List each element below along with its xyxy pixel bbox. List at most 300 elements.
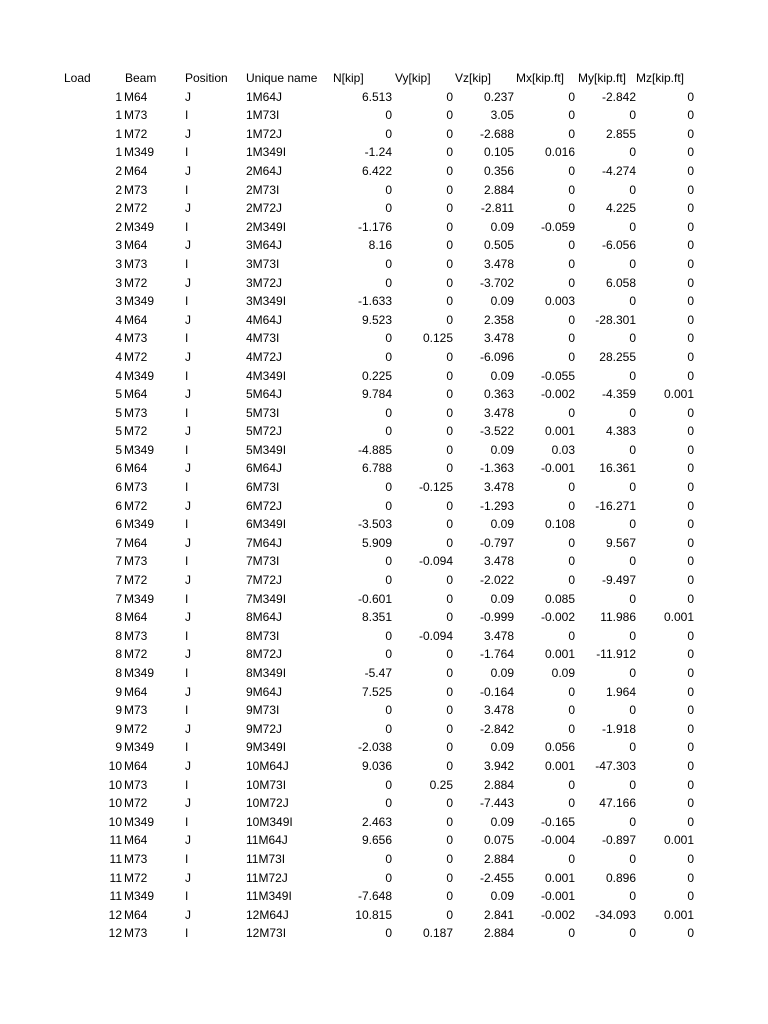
vz-value-cell: 2.884 (483, 926, 514, 941)
mx-value-cell: 0.085 (544, 591, 575, 606)
load-number-cell: 1 (115, 108, 122, 123)
position-cell: I (185, 554, 189, 569)
my-value-cell: 0 (629, 331, 636, 346)
beam-member-cell: M72 (124, 424, 148, 439)
vz-value-cell: -7.443 (479, 796, 514, 811)
load-number-cell: 6 (115, 480, 122, 495)
vz-value-cell: 0.09 (490, 517, 514, 532)
unique-name-cell: 12M73I (246, 926, 287, 941)
n-value-cell: 0 (385, 647, 392, 662)
mz-value-cell: 0 (687, 182, 694, 197)
position-cell: I (185, 889, 189, 904)
position-cell: J (185, 758, 191, 773)
beam-member-cell: M64 (124, 758, 148, 773)
n-value-cell: 0 (385, 331, 392, 346)
vz-value-cell: 0.363 (483, 387, 514, 402)
n-value-cell: 0 (385, 796, 392, 811)
vy-value-cell: 0 (446, 796, 453, 811)
vz-value-cell: -3.522 (479, 424, 514, 439)
vy-value-cell: 0 (446, 108, 453, 123)
my-value-cell: 1.964 (605, 684, 636, 699)
table-row (0, 125, 768, 144)
mz-value-cell: 0 (687, 368, 694, 383)
position-cell: J (185, 126, 191, 141)
mx-value-cell: -0.004 (540, 833, 575, 848)
unique-name-cell: 9M349I (246, 740, 287, 755)
n-value-cell: 0 (385, 498, 392, 513)
vy-value-cell: 0 (446, 368, 453, 383)
mx-value-cell: 0.001 (544, 870, 575, 885)
table-row (0, 906, 768, 925)
unique-name-cell: 8M64J (246, 610, 283, 625)
my-value-cell: 9.567 (605, 535, 636, 550)
load-number-cell: 4 (115, 368, 122, 383)
table-row (0, 255, 768, 274)
table-row (0, 106, 768, 125)
n-value-cell: 6.422 (361, 163, 392, 178)
vy-value-cell: 0 (446, 442, 453, 457)
unique-name-cell: 10M72J (246, 796, 289, 811)
beam-member-cell: M349 (124, 814, 155, 829)
mz-value-cell: 0 (687, 926, 694, 941)
mx-value-cell: 0 (568, 238, 575, 253)
table-row (0, 515, 768, 534)
vy-value-cell: 0 (446, 740, 453, 755)
my-value-cell: 0 (629, 182, 636, 197)
mz-value-cell: 0 (687, 312, 694, 327)
mz-value-cell: 0 (687, 331, 694, 346)
beam-member-cell: M72 (124, 647, 148, 662)
vz-value-cell: 3.478 (483, 628, 514, 643)
mx-value-cell: 0 (568, 405, 575, 420)
my-value-cell: 28.255 (599, 349, 636, 364)
vz-value-cell: 0.075 (483, 833, 514, 848)
table-row (0, 571, 768, 590)
unique-name-cell: 3M64J (246, 238, 283, 253)
load-number-cell: 8 (115, 647, 122, 662)
my-value-cell: -9.497 (601, 573, 636, 588)
n-value-cell: 8.351 (361, 610, 392, 625)
mz-value-cell: 0 (687, 814, 694, 829)
table-row (0, 683, 768, 702)
beam-member-cell: M64 (124, 833, 148, 848)
my-value-cell: 0 (629, 889, 636, 904)
n-value-cell: 0 (385, 573, 392, 588)
n-value-cell: -3.503 (357, 517, 392, 532)
unique-name-cell: 6M73I (246, 480, 280, 495)
table-row (0, 274, 768, 293)
vz-value-cell: -1.764 (479, 647, 514, 662)
my-value-cell: -0.897 (601, 833, 636, 848)
my-value-cell: 4.383 (605, 424, 636, 439)
table-row (0, 143, 768, 162)
n-value-cell: 0 (385, 405, 392, 420)
table-row (0, 459, 768, 478)
mx-value-cell: 0 (568, 201, 575, 216)
position-cell: I (185, 331, 189, 346)
mz-value-cell: 0 (687, 461, 694, 476)
vy-value-cell: 0 (446, 89, 453, 104)
table-row (0, 534, 768, 553)
vz-value-cell: -2.022 (479, 573, 514, 588)
n-value-cell: 8.16 (368, 238, 392, 253)
mz-value-cell: 0.001 (663, 387, 694, 402)
position-cell: J (185, 498, 191, 513)
unique-name-cell: 1M73I (246, 108, 280, 123)
vy-value-cell: 0.187 (422, 926, 453, 941)
unique-name-cell: 5M349I (246, 442, 287, 457)
load-number-cell: 10 (108, 758, 122, 773)
mz-value-cell: 0 (687, 628, 694, 643)
vy-value-cell: 0 (446, 870, 453, 885)
vy-value-cell: 0 (446, 256, 453, 271)
beam-member-cell: M349 (124, 219, 155, 234)
beam-member-cell: M64 (124, 535, 148, 550)
mx-value-cell: -0.002 (540, 610, 575, 625)
n-value-cell: 0 (385, 851, 392, 866)
position-cell: I (185, 703, 189, 718)
beam-member-cell: M72 (124, 498, 148, 513)
mz-value-cell: 0 (687, 126, 694, 141)
position-cell: J (185, 833, 191, 848)
mz-value-cell: 0 (687, 870, 694, 885)
load-number-cell: 2 (115, 219, 122, 234)
mx-value-cell: -0.055 (540, 368, 575, 383)
my-value-cell: 0 (629, 740, 636, 755)
mx-value-cell: 0 (568, 275, 575, 290)
position-cell: I (185, 108, 189, 123)
mx-value-cell: 0 (568, 349, 575, 364)
mz-value-cell: 0 (687, 498, 694, 513)
load-number-cell: 1 (115, 89, 122, 104)
table-row (0, 199, 768, 218)
position-cell: I (185, 182, 189, 197)
vy-value-cell: 0 (446, 591, 453, 606)
mx-value-cell: 0.001 (544, 424, 575, 439)
position-cell: J (185, 275, 191, 290)
position-cell: I (185, 442, 189, 457)
vz-value-cell: -6.096 (479, 349, 514, 364)
n-value-cell: 0 (385, 870, 392, 885)
mz-value-cell: 0 (687, 777, 694, 792)
mz-value-cell: 0 (687, 796, 694, 811)
load-number-cell: 2 (115, 163, 122, 178)
beam-member-cell: M73 (124, 405, 148, 420)
unique-name-cell: 2M64J (246, 163, 283, 178)
my-value-cell: 0 (629, 405, 636, 420)
mx-value-cell: 0.001 (544, 758, 575, 773)
vz-value-cell: 0.09 (490, 219, 514, 234)
vy-value-cell: 0 (446, 275, 453, 290)
table-row (0, 162, 768, 181)
beam-member-cell: M73 (124, 480, 148, 495)
beam-member-cell: M64 (124, 238, 148, 253)
vy-value-cell: 0 (446, 721, 453, 736)
vy-value-cell: -0.094 (418, 628, 453, 643)
my-value-cell: 11.986 (600, 610, 636, 625)
load-number-cell: 12 (108, 926, 122, 941)
my-value-cell: -1.918 (601, 721, 636, 736)
vy-value-cell: 0 (446, 201, 453, 216)
unique-name-cell: 2M73I (246, 182, 280, 197)
n-value-cell: 9.523 (361, 312, 392, 327)
load-number-cell: 10 (108, 814, 122, 829)
unique-name-cell: 8M73I (246, 628, 280, 643)
mz-value-cell: 0 (687, 480, 694, 495)
vz-value-cell: 2.884 (483, 182, 514, 197)
mx-value-cell: -0.002 (540, 907, 575, 922)
beam-member-cell: M64 (124, 89, 148, 104)
load-number-cell: 5 (115, 387, 122, 402)
n-value-cell: 5.909 (361, 535, 392, 550)
table-row (0, 757, 768, 776)
mz-value-cell: 0 (687, 721, 694, 736)
table-row (0, 348, 768, 367)
mz-value-cell: 0 (687, 405, 694, 420)
header-unique-name: Unique name (246, 71, 318, 85)
vy-value-cell: 0.125 (422, 331, 453, 346)
mz-value-cell: 0 (687, 647, 694, 662)
table-row (0, 776, 768, 795)
mx-value-cell: -0.001 (540, 461, 575, 476)
n-value-cell: -4.885 (357, 442, 392, 457)
beam-member-cell: M72 (124, 870, 148, 885)
load-number-cell: 6 (115, 461, 122, 476)
load-number-cell: 10 (108, 777, 122, 792)
load-number-cell: 3 (115, 238, 122, 253)
unique-name-cell: 11M72J (246, 870, 288, 885)
vz-value-cell: 2.841 (483, 907, 514, 922)
my-value-cell: 0 (629, 145, 636, 160)
mx-value-cell: 0 (568, 628, 575, 643)
vz-value-cell: 0.09 (490, 591, 514, 606)
vy-value-cell: 0 (446, 163, 453, 178)
mz-value-cell: 0 (687, 108, 694, 123)
my-value-cell: -47.303 (595, 758, 636, 773)
mx-value-cell: 0.03 (551, 442, 575, 457)
mz-value-cell: 0 (687, 349, 694, 364)
table-row (0, 887, 768, 906)
unique-name-cell: 10M73I (246, 777, 287, 792)
table-row (0, 404, 768, 423)
my-value-cell: 0 (629, 368, 636, 383)
beam-member-cell: M64 (124, 907, 148, 922)
unique-name-cell: 5M73I (246, 405, 280, 420)
position-cell: J (185, 424, 191, 439)
table-row (0, 552, 768, 571)
table-row (0, 720, 768, 739)
mx-value-cell: 0 (568, 331, 575, 346)
vy-value-cell: 0 (446, 238, 453, 253)
vy-value-cell: 0.25 (429, 777, 453, 792)
table-row (0, 236, 768, 255)
my-value-cell: 0 (629, 703, 636, 718)
position-cell: I (185, 517, 189, 532)
my-value-cell: 0 (629, 294, 636, 309)
n-value-cell: -2.038 (357, 740, 392, 755)
beam-member-cell: M73 (124, 851, 148, 866)
position-cell: J (185, 387, 191, 402)
beam-member-cell: M64 (124, 163, 148, 178)
mx-value-cell: 0.056 (544, 740, 575, 755)
load-number-cell: 2 (115, 201, 122, 216)
unique-name-cell: 5M72J (246, 424, 283, 439)
vz-value-cell: 2.358 (483, 312, 514, 327)
my-value-cell: 0 (629, 591, 636, 606)
mz-value-cell: 0 (687, 851, 694, 866)
position-cell: J (185, 163, 191, 178)
vz-value-cell: 2.884 (483, 777, 514, 792)
vy-value-cell: 0 (446, 814, 453, 829)
table-row (0, 367, 768, 386)
vy-value-cell: 0 (446, 312, 453, 327)
beam-member-cell: M72 (124, 201, 148, 216)
mx-value-cell: 0 (568, 126, 575, 141)
n-value-cell: -1.633 (357, 294, 392, 309)
table-row (0, 794, 768, 813)
my-value-cell: -16.271 (595, 498, 636, 513)
mx-value-cell: 0 (568, 554, 575, 569)
position-cell: I (185, 926, 189, 941)
n-value-cell: 0 (385, 777, 392, 792)
n-value-cell: 0 (385, 108, 392, 123)
beam-member-cell: M72 (124, 275, 148, 290)
mz-value-cell: 0 (687, 535, 694, 550)
n-value-cell: 7.525 (361, 684, 392, 699)
vy-value-cell: 0 (446, 517, 453, 532)
header-row (0, 69, 768, 88)
load-number-cell: 1 (115, 145, 122, 160)
mx-value-cell: -0.059 (540, 219, 575, 234)
beam-member-cell: M72 (124, 721, 148, 736)
vy-value-cell: 0 (446, 647, 453, 662)
vy-value-cell: 0 (446, 498, 453, 513)
load-number-cell: 11 (109, 833, 122, 848)
n-value-cell: 0 (385, 480, 392, 495)
vz-value-cell: -2.811 (480, 201, 514, 216)
mx-value-cell: 0 (568, 777, 575, 792)
header-mx: Mx[kip.ft] (516, 71, 565, 85)
table-row (0, 497, 768, 516)
unique-name-cell: 1M72J (246, 126, 283, 141)
my-value-cell: -4.274 (601, 163, 636, 178)
unique-name-cell: 4M72J (246, 349, 283, 364)
load-number-cell: 1 (115, 126, 122, 141)
load-number-cell: 8 (115, 666, 122, 680)
position-cell: I (185, 145, 189, 160)
n-value-cell: -0.601 (357, 591, 392, 606)
n-value-cell: 6.513 (361, 89, 392, 104)
beam-member-cell: M349 (124, 889, 155, 904)
load-number-cell: 3 (115, 294, 122, 309)
mx-value-cell: 0 (568, 926, 575, 941)
beam-member-cell: M73 (124, 554, 148, 569)
vz-value-cell: 0.356 (483, 163, 514, 178)
my-value-cell: 0 (629, 777, 636, 792)
n-value-cell: -7.648 (357, 889, 392, 904)
table-row (0, 608, 768, 627)
position-cell: I (185, 591, 189, 606)
vz-value-cell: -2.842 (479, 721, 514, 736)
table-row (0, 292, 768, 311)
mx-value-cell: 0 (568, 256, 575, 271)
mx-value-cell: 0 (568, 703, 575, 718)
unique-name-cell: 2M72J (246, 201, 283, 216)
mx-value-cell: 0 (568, 498, 575, 513)
results-table (0, 69, 768, 943)
unique-name-cell: 5M64J (246, 387, 283, 402)
mz-value-cell: 0 (687, 758, 694, 773)
beam-member-cell: M349 (124, 368, 155, 383)
vz-value-cell: 0.09 (490, 740, 514, 755)
n-value-cell: 0 (385, 424, 392, 439)
unique-name-cell: 3M73I (246, 256, 280, 271)
my-value-cell: -34.093 (595, 907, 636, 922)
my-value-cell: 0 (629, 517, 636, 532)
vz-value-cell: 2.884 (483, 851, 514, 866)
position-cell: I (185, 480, 189, 495)
unique-name-cell: 8M72J (246, 647, 283, 662)
load-number-cell: 5 (115, 405, 122, 420)
position-cell: J (185, 201, 191, 216)
vy-value-cell: 0 (446, 424, 453, 439)
table-row (0, 813, 768, 832)
unique-name-cell: 11M349I (246, 889, 292, 904)
unique-name-cell: 7M73I (246, 554, 280, 569)
vz-value-cell: 3.05 (490, 108, 514, 123)
unique-name-cell: 4M64J (246, 312, 283, 327)
vz-value-cell: 0.09 (490, 294, 514, 309)
vy-value-cell: 0 (446, 758, 453, 773)
load-number-cell: 9 (115, 703, 122, 718)
mz-value-cell: 0 (687, 442, 694, 457)
load-number-cell: 7 (115, 591, 122, 606)
beam-member-cell: M64 (124, 461, 148, 476)
my-value-cell: -6.056 (601, 238, 636, 253)
table-row (0, 869, 768, 888)
vz-value-cell: 3.942 (483, 758, 514, 773)
n-value-cell: 0 (385, 628, 392, 643)
my-value-cell: 0 (629, 108, 636, 123)
table-row (0, 181, 768, 200)
beam-member-cell: M73 (124, 703, 148, 718)
vy-value-cell: 0 (446, 405, 453, 420)
my-value-cell: 2.855 (605, 126, 636, 141)
load-number-cell: 5 (115, 442, 122, 457)
beam-member-cell: M73 (124, 926, 148, 941)
my-value-cell: 0 (629, 666, 636, 680)
mz-value-cell: 0 (687, 424, 694, 439)
beam-member-cell: M64 (124, 684, 148, 699)
n-value-cell: 0 (385, 703, 392, 718)
mz-value-cell: 0 (687, 145, 694, 160)
vz-value-cell: 0.09 (490, 368, 514, 383)
load-number-cell: 7 (115, 535, 122, 550)
mz-value-cell: 0 (687, 740, 694, 755)
my-value-cell: 0 (629, 851, 636, 866)
position-cell: J (185, 89, 191, 104)
n-value-cell: 0 (385, 256, 392, 271)
table-row (0, 441, 768, 460)
n-value-cell: 0 (385, 926, 392, 941)
vz-value-cell: 3.478 (483, 554, 514, 569)
unique-name-cell: 7M64J (246, 535, 283, 550)
table-row (0, 88, 768, 107)
vy-value-cell: 0 (446, 294, 453, 309)
vy-value-cell: 0 (446, 851, 453, 866)
load-number-cell: 5 (115, 424, 122, 439)
position-cell: I (185, 256, 189, 271)
